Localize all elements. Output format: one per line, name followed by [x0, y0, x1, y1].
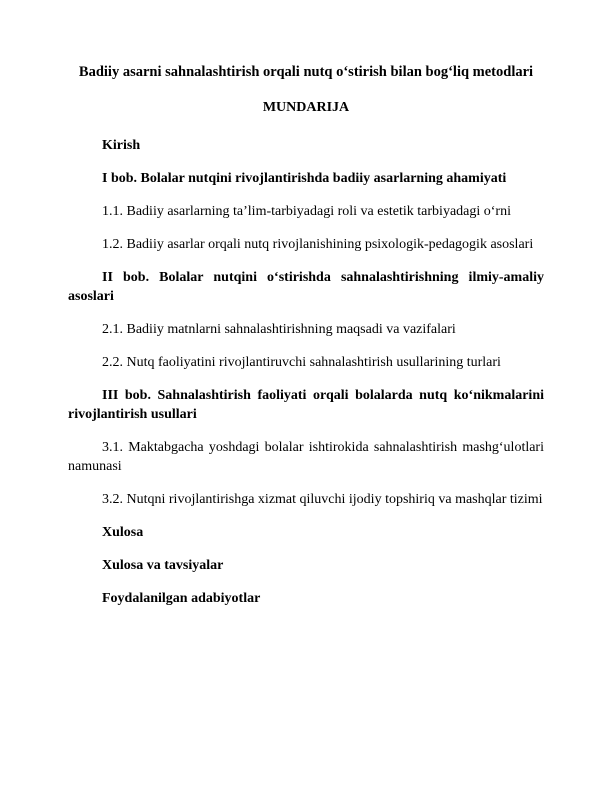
toc-entry-1-2: 1.2. Badiiy asarlar orqali nutq rivojlanishining psixologik-pedagogik asoslari	[102, 237, 534, 252]
toc-entry-3-2: 3.2. Nutqni rivojlantirishga xizmat qiluvchi ijodiy topshiriq va mashqlar tizimi	[102, 492, 543, 507]
toc-entry-conclusion: Xulosa	[102, 525, 144, 540]
toc-entry-2-1: 2.1. Badiiy matnlarni sahnalashtirishning maqsadi va vazifalari	[102, 322, 456, 337]
toc-entry-intro: Kirish	[102, 138, 141, 153]
toc-entry-chapter-3: III bob. Sahnalashtirish faoliyati orqali bolalarda nutq ko‘nikmalarini rivojlantirish usullari	[68, 388, 544, 422]
toc-entry-3-1: 3.1. Maktabgacha yoshdagi bolalar ishtirokida sahnalashtirish mashg‘ulotlari namunasi	[68, 440, 544, 474]
toc-entry-recommendations: Xulosa va tavsiyalar	[102, 558, 224, 573]
table-of-contents	[68, 136, 544, 608]
toc-entry-chapter-1: I bob. Bolalar nutqini rivojlantirishda badiiy asarlarning ahamiyati	[102, 171, 507, 186]
toc-entry-2-2: 2.2. Nutq faoliyatini rivojlantiruvchi sahnalashtirish usullarining turlari	[102, 355, 501, 370]
toc-entry-chapter-2: II bob. Bolalar nutqini o‘stirishda sahnalashtirishning ilmiy-amaliy asoslari	[68, 270, 544, 304]
toc-entry-1-1: 1.1. Badiiy asarlarning ta’lim-tarbiyadagi roli va estetik tarbiyadagi o‘rni	[102, 204, 511, 219]
toc-entry-references: Foydalanilgan adabiyotlar	[102, 591, 261, 606]
toc-heading: MUNDARIJA	[262, 100, 350, 115]
document-title: Badiiy asarni sahnalashtirish orqali nutq o‘stirish bilan bog‘liq metodlari	[78, 64, 534, 80]
